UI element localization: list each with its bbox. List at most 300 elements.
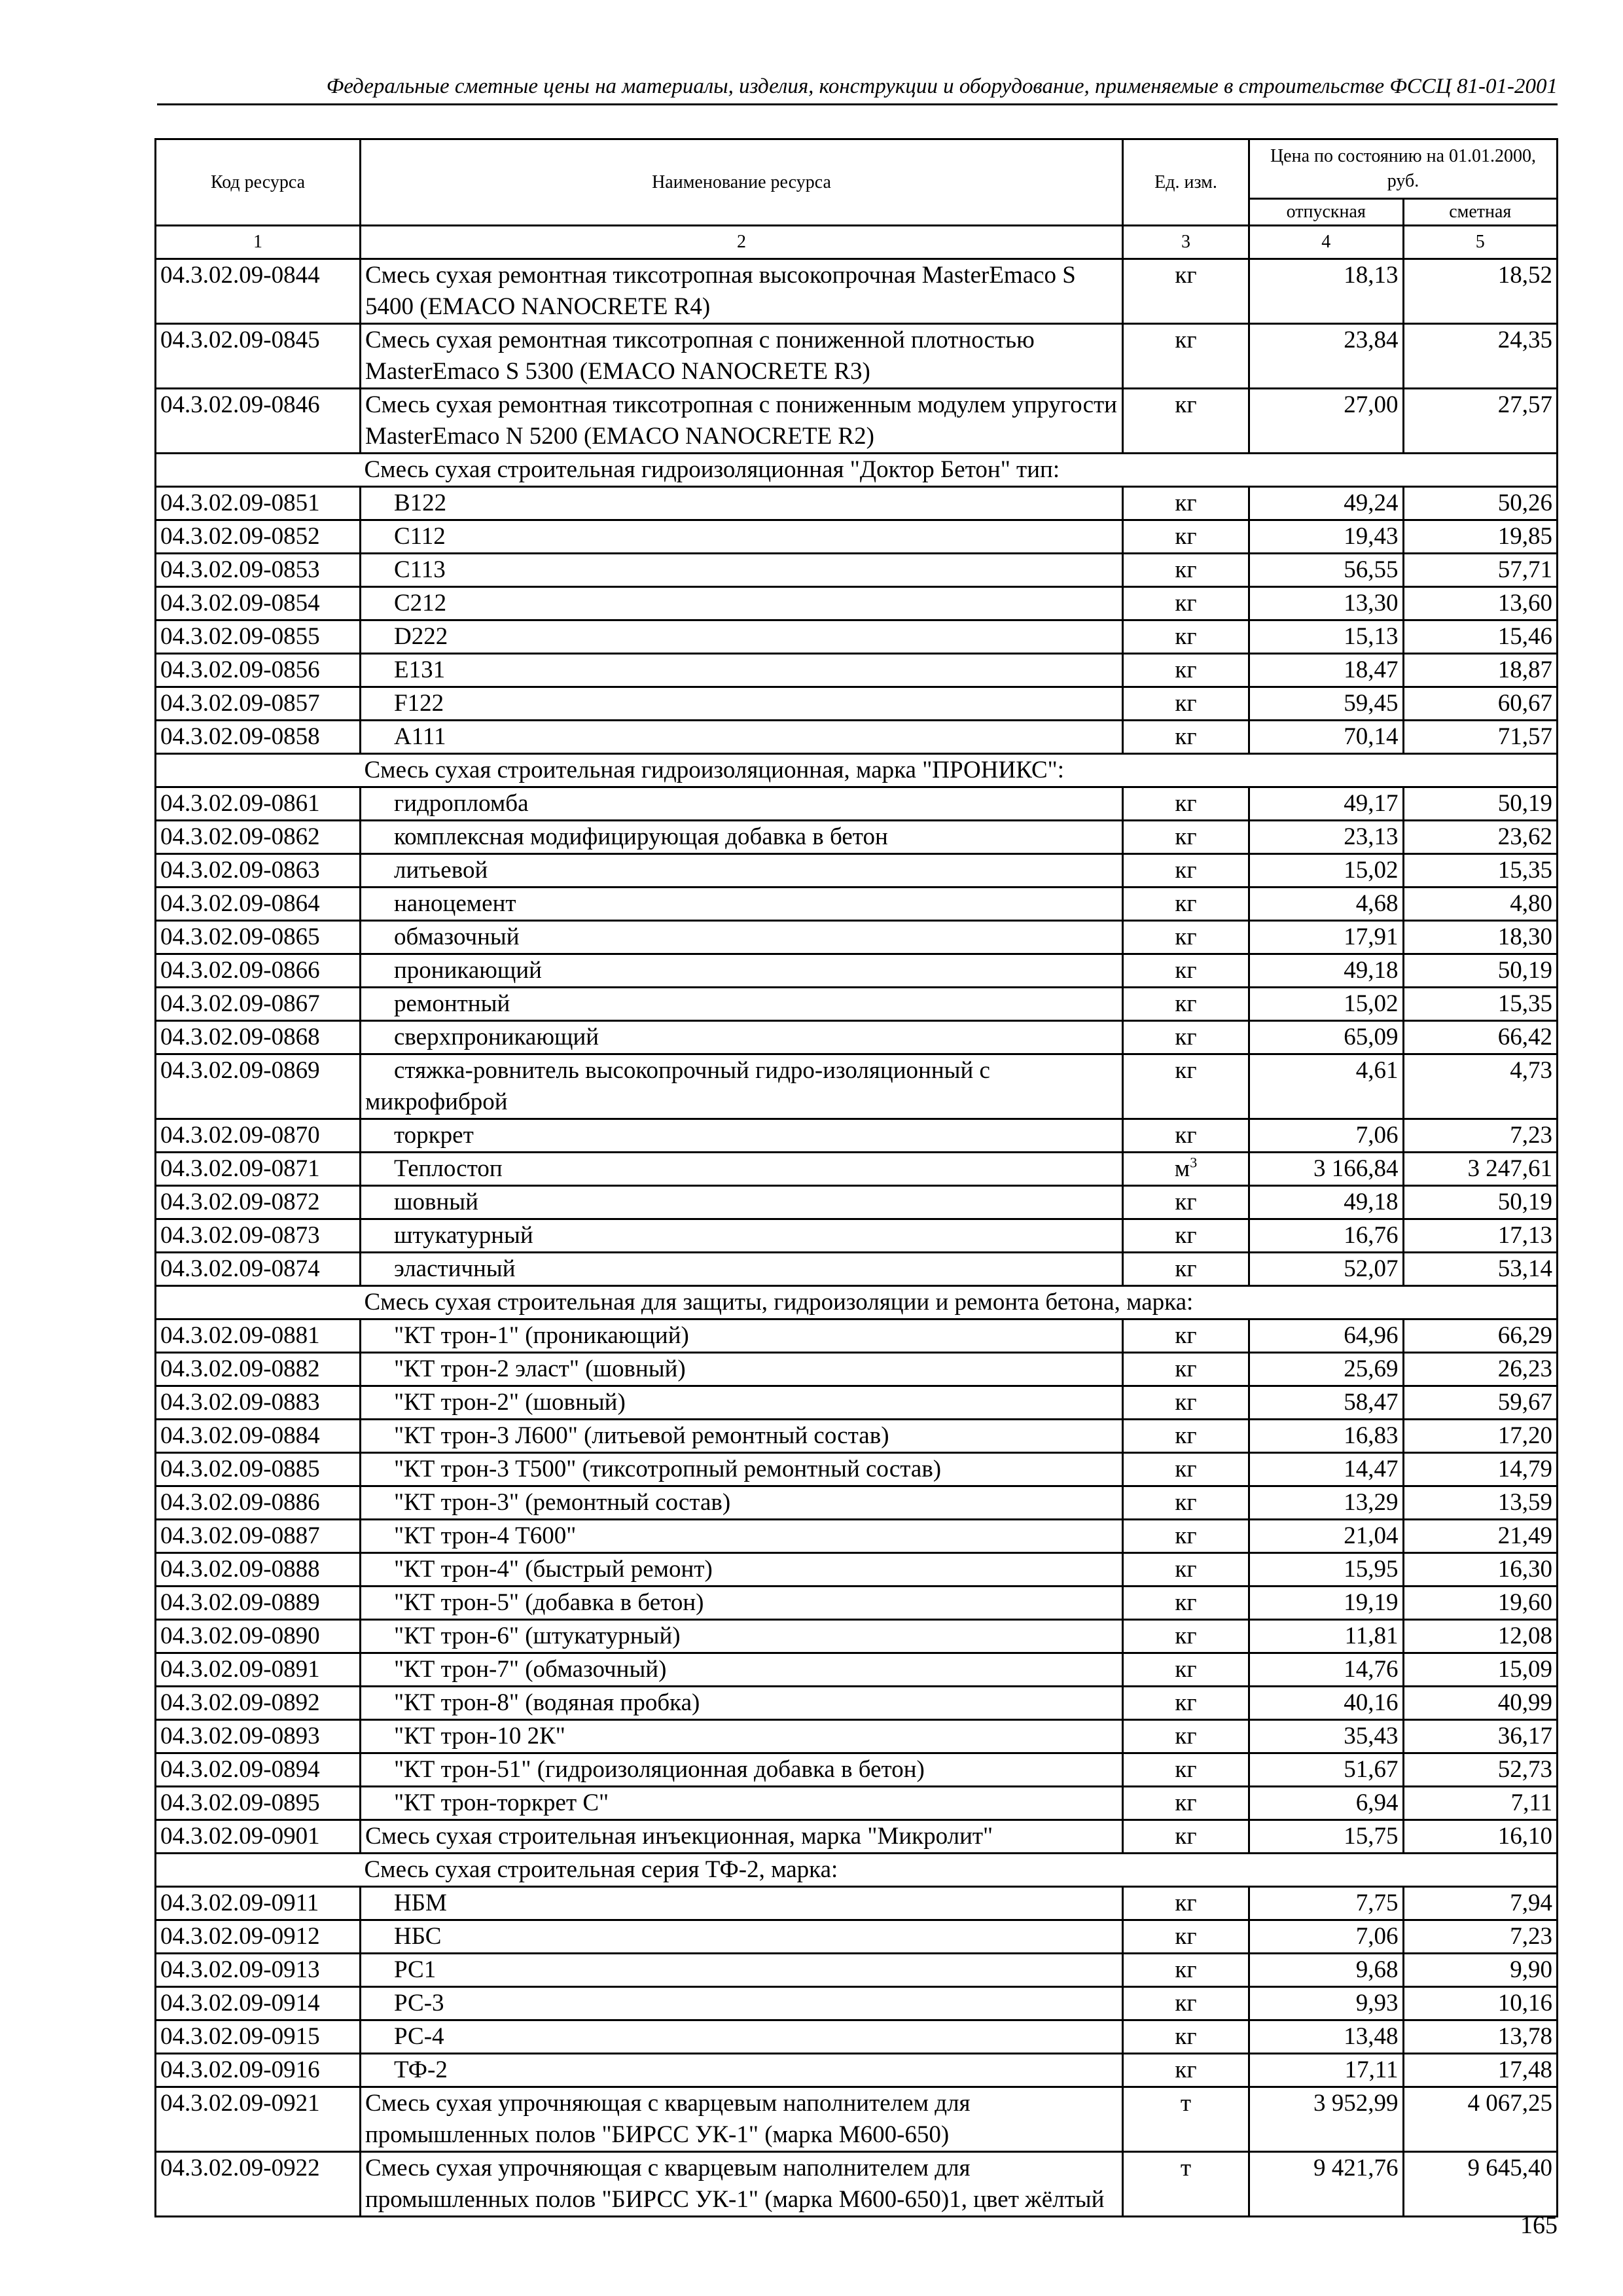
unit-text: кг <box>1175 723 1197 750</box>
resource-code: 04.3.02.09-0867 <box>156 988 361 1021</box>
estimate-price: 17,48 <box>1403 2054 1558 2087</box>
table-row <box>156 1186 1558 1219</box>
unit-text: кг <box>1175 1556 1197 1583</box>
page-number: 165 <box>1520 2212 1558 2239</box>
table-body <box>156 259 1558 2217</box>
resource-code: 04.3.02.09-0911 <box>156 1887 361 1920</box>
unit-text: кг <box>1175 1024 1197 1050</box>
resource-code: 04.3.02.09-0891 <box>156 1653 361 1687</box>
resource-name: "КТ трон-1" (проникающий) <box>361 1319 1123 1353</box>
unit-text: кг <box>1175 857 1197 884</box>
resource-name: "КТ трон-2" (шовный) <box>361 1386 1123 1420</box>
unit-of-measure <box>1123 1987 1249 2020</box>
release-price: 17,11 <box>1249 2054 1404 2087</box>
resource-name: "КТ трон-51" (гидроизоляционная добавка в бетон) <box>361 1753 1123 1787</box>
estimate-price: 19,60 <box>1403 1587 1558 1620</box>
release-price: 7,06 <box>1249 1920 1404 1954</box>
unit-of-measure <box>1123 259 1249 324</box>
release-price: 59,45 <box>1249 687 1404 721</box>
release-price: 49,17 <box>1249 787 1404 821</box>
resource-code: 04.3.02.09-0855 <box>156 620 361 654</box>
resource-code: 04.3.02.09-0887 <box>156 1520 361 1553</box>
table-row <box>156 1119 1558 1153</box>
unit-of-measure <box>1123 587 1249 620</box>
unit-text: кг <box>1175 890 1197 917</box>
table-row <box>156 721 1558 754</box>
header-rule <box>157 103 1558 105</box>
unit-text: кг <box>1175 2056 1197 2083</box>
estimate-price: 50,19 <box>1403 1186 1558 1219</box>
resource-code: 04.3.02.09-0863 <box>156 854 361 888</box>
unit-of-measure <box>1123 2020 1249 2054</box>
estimate-price: 15,46 <box>1403 620 1558 654</box>
group-title: Смесь сухая строительная гидроизоляционная "Доктор Бетон" тип: <box>361 454 1558 487</box>
table-row <box>156 1987 1558 2020</box>
estimate-price: 59,67 <box>1403 1386 1558 1420</box>
unit-of-measure <box>1123 1319 1249 1353</box>
resource-name: литьевой <box>361 854 1123 888</box>
resource-name: штукатурный <box>361 1219 1123 1253</box>
resource-name: ремонтный <box>361 988 1123 1021</box>
table-row <box>156 687 1558 721</box>
resource-name: эластичный <box>361 1253 1123 1286</box>
unit-text: кг <box>1175 1456 1197 1482</box>
group-header-row <box>156 754 1558 787</box>
resource-code: 04.3.02.09-0851 <box>156 487 361 520</box>
resource-code: 04.3.02.09-0874 <box>156 1253 361 1286</box>
table-row <box>156 888 1558 921</box>
resource-name: "КТ трон-6" (штукатурный) <box>361 1620 1123 1653</box>
release-price: 19,43 <box>1249 520 1404 554</box>
resource-code: 04.3.02.09-0857 <box>156 687 361 721</box>
unit-text: кг <box>1175 2023 1197 2050</box>
unit-text: кг <box>1175 924 1197 950</box>
price-table <box>154 138 1558 2217</box>
unit-text: кг <box>1175 327 1197 353</box>
table-row <box>156 1486 1558 1520</box>
unit-text: кг <box>1175 1823 1197 1850</box>
unit-text: кг <box>1175 790 1197 817</box>
release-price: 15,02 <box>1249 854 1404 888</box>
unit-text: кг <box>1175 1222 1197 1249</box>
estimate-price: 26,23 <box>1403 1353 1558 1386</box>
col-number: 1 <box>156 226 361 259</box>
table-row <box>156 2087 1558 2152</box>
unit-text: кг <box>1175 1422 1197 1449</box>
resource-code: 04.3.02.09-0884 <box>156 1420 361 1453</box>
unit-text: кг <box>1175 1589 1197 1616</box>
table-row <box>156 1687 1558 1720</box>
table-row <box>156 1520 1558 1553</box>
resource-name: обмазочный <box>361 921 1123 954</box>
unit-of-measure <box>1123 1820 1249 1854</box>
release-price: 9 421,76 <box>1249 2152 1404 2217</box>
table-row <box>156 988 1558 1021</box>
estimate-price: 13,78 <box>1403 2020 1558 2054</box>
group-spacer <box>156 754 361 787</box>
release-price: 9,68 <box>1249 1954 1404 1987</box>
release-price: 16,83 <box>1249 1420 1404 1453</box>
group-spacer <box>156 1286 361 1319</box>
table-row <box>156 1219 1558 1253</box>
table-row <box>156 389 1558 454</box>
estimate-price: 60,67 <box>1403 687 1558 721</box>
unit-text: кг <box>1175 523 1197 550</box>
release-price: 14,76 <box>1249 1653 1404 1687</box>
table-row <box>156 654 1558 687</box>
resource-name: Смесь сухая строительная инъекционная, марка "Микролит" <box>361 1820 1123 1854</box>
resource-name: "КТ трон-3" (ремонтный состав) <box>361 1486 1123 1520</box>
unit-of-measure <box>1123 1653 1249 1687</box>
resource-code: 04.3.02.09-0873 <box>156 1219 361 1253</box>
estimate-price: 16,30 <box>1403 1553 1558 1587</box>
table-row <box>156 954 1558 988</box>
resource-code: 04.3.02.09-0858 <box>156 721 361 754</box>
unit-text: кг <box>1175 590 1197 617</box>
estimate-price: 17,20 <box>1403 1420 1558 1453</box>
resource-name: "КТ трон-7" (обмазочный) <box>361 1653 1123 1687</box>
resource-name: Теплостоп <box>361 1153 1123 1186</box>
release-price: 18,13 <box>1249 259 1404 324</box>
resource-name: C113 <box>361 554 1123 587</box>
unit-of-measure <box>1123 487 1249 520</box>
estimate-price: 50,19 <box>1403 787 1558 821</box>
unit-of-measure <box>1123 324 1249 389</box>
resource-code: 04.3.02.09-0921 <box>156 2087 361 2152</box>
unit-of-measure <box>1123 1587 1249 1620</box>
resource-code: 04.3.02.09-0854 <box>156 587 361 620</box>
col-number: 3 <box>1123 226 1249 259</box>
release-price: 51,67 <box>1249 1753 1404 1787</box>
unit-of-measure <box>1123 1119 1249 1153</box>
unit-text: кг <box>1175 1956 1197 1983</box>
estimate-price: 52,73 <box>1403 1753 1558 1787</box>
release-price: 15,75 <box>1249 1820 1404 1854</box>
release-price: 65,09 <box>1249 1021 1404 1054</box>
table-row <box>156 620 1558 654</box>
estimate-price: 15,35 <box>1403 854 1558 888</box>
resource-code: 04.3.02.09-0895 <box>156 1787 361 1820</box>
unit-of-measure <box>1123 2087 1249 2152</box>
resource-name: комплексная модифицирующая добавка в бетон <box>361 821 1123 854</box>
col-header-price-group: Цена по состоянию на 01.01.2000, руб. <box>1249 139 1558 199</box>
resource-code: 04.3.02.09-0861 <box>156 787 361 821</box>
unit-of-measure <box>1123 1954 1249 1987</box>
release-price: 6,94 <box>1249 1787 1404 1820</box>
column-number-row <box>156 226 1558 259</box>
release-price: 3 166,84 <box>1249 1153 1404 1186</box>
resource-name: "КТ трон-3 Т500" (тиксотропный ремонтный состав) <box>361 1453 1123 1486</box>
resource-name: шовный <box>361 1186 1123 1219</box>
resource-code: 04.3.02.09-0915 <box>156 2020 361 2054</box>
unit-text: кг <box>1175 490 1197 516</box>
resource-code: 04.3.02.09-0870 <box>156 1119 361 1153</box>
resource-name: F122 <box>361 687 1123 721</box>
release-price: 49,18 <box>1249 954 1404 988</box>
table-header-row <box>156 139 1558 199</box>
estimate-price: 18,87 <box>1403 654 1558 687</box>
unit-text: кг <box>1175 990 1197 1017</box>
release-price: 49,18 <box>1249 1186 1404 1219</box>
estimate-price: 21,49 <box>1403 1520 1558 1553</box>
release-price: 52,07 <box>1249 1253 1404 1286</box>
estimate-price: 18,30 <box>1403 921 1558 954</box>
resource-name: "КТ трон-3 Л600" (литьевой ремонтный состав) <box>361 1420 1123 1453</box>
table-row <box>156 1553 1558 1587</box>
release-price: 15,02 <box>1249 988 1404 1021</box>
unit-text: кг <box>1175 1689 1197 1716</box>
unit-text: кг <box>1175 1756 1197 1783</box>
table-row <box>156 1720 1558 1753</box>
table-row <box>156 1920 1558 1954</box>
resource-name: E131 <box>361 654 1123 687</box>
estimate-price: 24,35 <box>1403 324 1558 389</box>
resource-name: Смесь сухая ремонтная тиксотропная с пониженной плотностью MasterEmaco S 5300 (EMACO NANOCRETE R3) <box>361 324 1123 389</box>
estimate-price: 53,14 <box>1403 1253 1558 1286</box>
resource-name: C212 <box>361 587 1123 620</box>
resource-name: D222 <box>361 620 1123 654</box>
col-number: 4 <box>1249 226 1404 259</box>
unit-text: кг <box>1175 1522 1197 1549</box>
estimate-price: 3 247,61 <box>1403 1153 1558 1186</box>
unit-of-measure <box>1123 389 1249 454</box>
unit-of-measure <box>1123 954 1249 988</box>
unit-of-measure <box>1123 1353 1249 1386</box>
table-row <box>156 2020 1558 2054</box>
unit-of-measure <box>1123 787 1249 821</box>
estimate-price: 66,29 <box>1403 1319 1558 1353</box>
unit-text: м <box>1174 1155 1190 1182</box>
resource-code: 04.3.02.09-0864 <box>156 888 361 921</box>
col-number: 5 <box>1403 226 1558 259</box>
unit-text: кг <box>1175 1656 1197 1683</box>
unit-text: кг <box>1175 262 1197 289</box>
release-price: 7,06 <box>1249 1119 1404 1153</box>
table-row <box>156 1253 1558 1286</box>
estimate-price: 15,35 <box>1403 988 1558 1021</box>
estimate-price: 4,73 <box>1403 1054 1558 1119</box>
group-header-row <box>156 1854 1558 1887</box>
estimate-price: 17,13 <box>1403 1219 1558 1253</box>
estimate-price: 13,59 <box>1403 1486 1558 1520</box>
resource-name: сверхпроникающий <box>361 1021 1123 1054</box>
resource-name: торкрет <box>361 1119 1123 1153</box>
unit-of-measure <box>1123 1021 1249 1054</box>
resource-name: НБС <box>361 1920 1123 1954</box>
unit-of-measure <box>1123 520 1249 554</box>
resource-name: Смесь сухая ремонтная тиксотропная с пониженным модулем упругости MasterEmaco N 5200 (EMACO NANOCRETE R2) <box>361 389 1123 454</box>
table-row <box>156 259 1558 324</box>
col-header-release-price: отпускная <box>1249 199 1404 226</box>
table-row <box>156 1153 1558 1186</box>
resource-code: 04.3.02.09-0883 <box>156 1386 361 1420</box>
resource-code: 04.3.02.09-0844 <box>156 259 361 324</box>
table-row <box>156 1319 1558 1353</box>
unit-text: кг <box>1175 1723 1197 1749</box>
estimate-price: 57,71 <box>1403 554 1558 587</box>
release-price: 58,47 <box>1249 1386 1404 1420</box>
unit-text: кг <box>1175 1990 1197 2017</box>
resource-code: 04.3.02.09-0916 <box>156 2054 361 2087</box>
resource-code: 04.3.02.09-0901 <box>156 1820 361 1854</box>
col-number: 2 <box>361 226 1123 259</box>
resource-code: 04.3.02.09-0869 <box>156 1054 361 1119</box>
unit-of-measure <box>1123 1153 1249 1186</box>
table-row <box>156 1954 1558 1987</box>
resource-code: 04.3.02.09-0881 <box>156 1319 361 1353</box>
table-row <box>156 324 1558 389</box>
estimate-price: 9 645,40 <box>1403 2152 1558 2217</box>
table-row <box>156 1753 1558 1787</box>
running-header: Федеральные сметные цены на материалы, изделия, конструкции и оборудование, применяемые в строительстве ФССЦ 81-01-2001 <box>326 75 1558 98</box>
group-title: Смесь сухая строительная гидроизоляционная, марка "ПРОНИКС": <box>361 754 1558 787</box>
release-price: 13,48 <box>1249 2020 1404 2054</box>
resource-code: 04.3.02.09-0892 <box>156 1687 361 1720</box>
estimate-price: 50,19 <box>1403 954 1558 988</box>
group-spacer <box>156 1854 361 1887</box>
estimate-price: 19,85 <box>1403 520 1558 554</box>
unit-of-measure <box>1123 1420 1249 1453</box>
table-row <box>156 2152 1558 2217</box>
resource-code: 04.3.02.09-0885 <box>156 1453 361 1486</box>
unit-text: кг <box>1175 391 1197 418</box>
unit-of-measure <box>1123 1520 1249 1553</box>
resource-code: 04.3.02.09-0894 <box>156 1753 361 1787</box>
unit-text: кг <box>1175 1355 1197 1382</box>
resource-name: Смесь сухая упрочняющая с кварцевым наполнителем для промышленных полов "БИРСС УК-1" (марка М600-650)1, цвет жёлтый <box>361 2152 1123 2217</box>
release-price: 35,43 <box>1249 1720 1404 1753</box>
release-price: 4,68 <box>1249 888 1404 921</box>
unit-text: кг <box>1175 1623 1197 1649</box>
table-row <box>156 2054 1558 2087</box>
unit-text: кг <box>1175 823 1197 850</box>
resource-name: "КТ трон-10 2К" <box>361 1720 1123 1753</box>
resource-name: C112 <box>361 520 1123 554</box>
table-row <box>156 1587 1558 1620</box>
table-row <box>156 787 1558 821</box>
estimate-price: 10,16 <box>1403 1987 1558 2020</box>
estimate-price: 36,17 <box>1403 1720 1558 1753</box>
resource-name: Смесь сухая ремонтная тиксотропная высокопрочная MasterEmaco S 5400 (EMACO NANOCRETE R4) <box>361 259 1123 324</box>
table-row <box>156 1653 1558 1687</box>
resource-name: "КТ трон-4" (быстрый ремонт) <box>361 1553 1123 1587</box>
resource-code: 04.3.02.09-0866 <box>156 954 361 988</box>
resource-name: ТФ-2 <box>361 2054 1123 2087</box>
resource-code: 04.3.02.09-0846 <box>156 389 361 454</box>
unit-text: кг <box>1175 1122 1197 1149</box>
unit-text: кг <box>1175 1789 1197 1816</box>
resource-name: Смесь сухая упрочняющая с кварцевым наполнителем для промышленных полов "БИРСС УК-1" (марка М600-650) <box>361 2087 1123 2152</box>
resource-name: наноцемент <box>361 888 1123 921</box>
release-price: 23,13 <box>1249 821 1404 854</box>
unit-of-measure <box>1123 1720 1249 1753</box>
estimate-price: 13,60 <box>1403 587 1558 620</box>
release-price: 18,47 <box>1249 654 1404 687</box>
unit-of-measure <box>1123 921 1249 954</box>
table-row <box>156 487 1558 520</box>
unit-text: кг <box>1175 1389 1197 1416</box>
resource-name: РС-4 <box>361 2020 1123 2054</box>
release-price: 25,69 <box>1249 1353 1404 1386</box>
resource-code: 04.3.02.09-0922 <box>156 2152 361 2217</box>
estimate-price: 12,08 <box>1403 1620 1558 1653</box>
resource-name: проникающий <box>361 954 1123 988</box>
estimate-price: 50,26 <box>1403 487 1558 520</box>
release-price: 11,81 <box>1249 1620 1404 1653</box>
resource-name: "КТ трон-8" (водяная пробка) <box>361 1687 1123 1720</box>
unit-text: кг <box>1175 957 1197 984</box>
release-price: 16,76 <box>1249 1219 1404 1253</box>
estimate-price: 7,23 <box>1403 1119 1558 1153</box>
resource-code: 04.3.02.09-0886 <box>156 1486 361 1520</box>
resource-code: 04.3.02.09-0914 <box>156 1987 361 2020</box>
resource-name: "КТ трон-4 Т600" <box>361 1520 1123 1553</box>
unit-of-measure <box>1123 1887 1249 1920</box>
unit-text: кг <box>1175 1322 1197 1349</box>
unit-of-measure <box>1123 1186 1249 1219</box>
unit-of-measure <box>1123 1386 1249 1420</box>
release-price: 14,47 <box>1249 1453 1404 1486</box>
unit-of-measure <box>1123 1253 1249 1286</box>
unit-text: кг <box>1175 1255 1197 1282</box>
unit-text: кг <box>1175 1057 1197 1084</box>
resource-code: 04.3.02.09-0871 <box>156 1153 361 1186</box>
unit-of-measure <box>1123 854 1249 888</box>
unit-of-measure <box>1123 2152 1249 2217</box>
resource-code: 04.3.02.09-0852 <box>156 520 361 554</box>
unit-text: кг <box>1175 623 1197 650</box>
unit-of-measure <box>1123 1753 1249 1787</box>
release-price: 3 952,99 <box>1249 2087 1404 2152</box>
unit-text: т <box>1180 2155 1192 2181</box>
unit-of-measure <box>1123 988 1249 1021</box>
estimate-price: 27,57 <box>1403 389 1558 454</box>
col-header-estimate-price: сметная <box>1403 199 1558 226</box>
unit-text: кг <box>1175 1923 1197 1950</box>
table-row <box>156 854 1558 888</box>
table-row <box>156 1386 1558 1420</box>
estimate-price: 7,11 <box>1403 1787 1558 1820</box>
unit-of-measure <box>1123 554 1249 587</box>
group-header-row <box>156 1286 1558 1319</box>
release-price: 19,19 <box>1249 1587 1404 1620</box>
unit-text: т <box>1180 2090 1192 2117</box>
resource-name: РС1 <box>361 1954 1123 1987</box>
unit-of-measure <box>1123 721 1249 754</box>
resource-code: 04.3.02.09-0889 <box>156 1587 361 1620</box>
unit-text: кг <box>1175 1189 1197 1215</box>
release-price: 15,95 <box>1249 1553 1404 1587</box>
release-price: 13,29 <box>1249 1486 1404 1520</box>
estimate-price: 23,62 <box>1403 821 1558 854</box>
release-price: 17,91 <box>1249 921 1404 954</box>
group-spacer <box>156 454 361 487</box>
release-price: 21,04 <box>1249 1520 1404 1553</box>
unit-text: кг <box>1175 1890 1197 1916</box>
unit-text: кг <box>1175 656 1197 683</box>
resource-name: "КТ трон-2 эласт" (шовный) <box>361 1353 1123 1386</box>
unit-of-measure <box>1123 1787 1249 1820</box>
release-price: 15,13 <box>1249 620 1404 654</box>
release-price: 7,75 <box>1249 1887 1404 1920</box>
table-row <box>156 1353 1558 1386</box>
table-row <box>156 587 1558 620</box>
unit-of-measure <box>1123 654 1249 687</box>
table-row <box>156 1620 1558 1653</box>
col-header-name: Наименование ресурса <box>361 139 1123 226</box>
unit-of-measure <box>1123 1920 1249 1954</box>
unit-of-measure <box>1123 620 1249 654</box>
